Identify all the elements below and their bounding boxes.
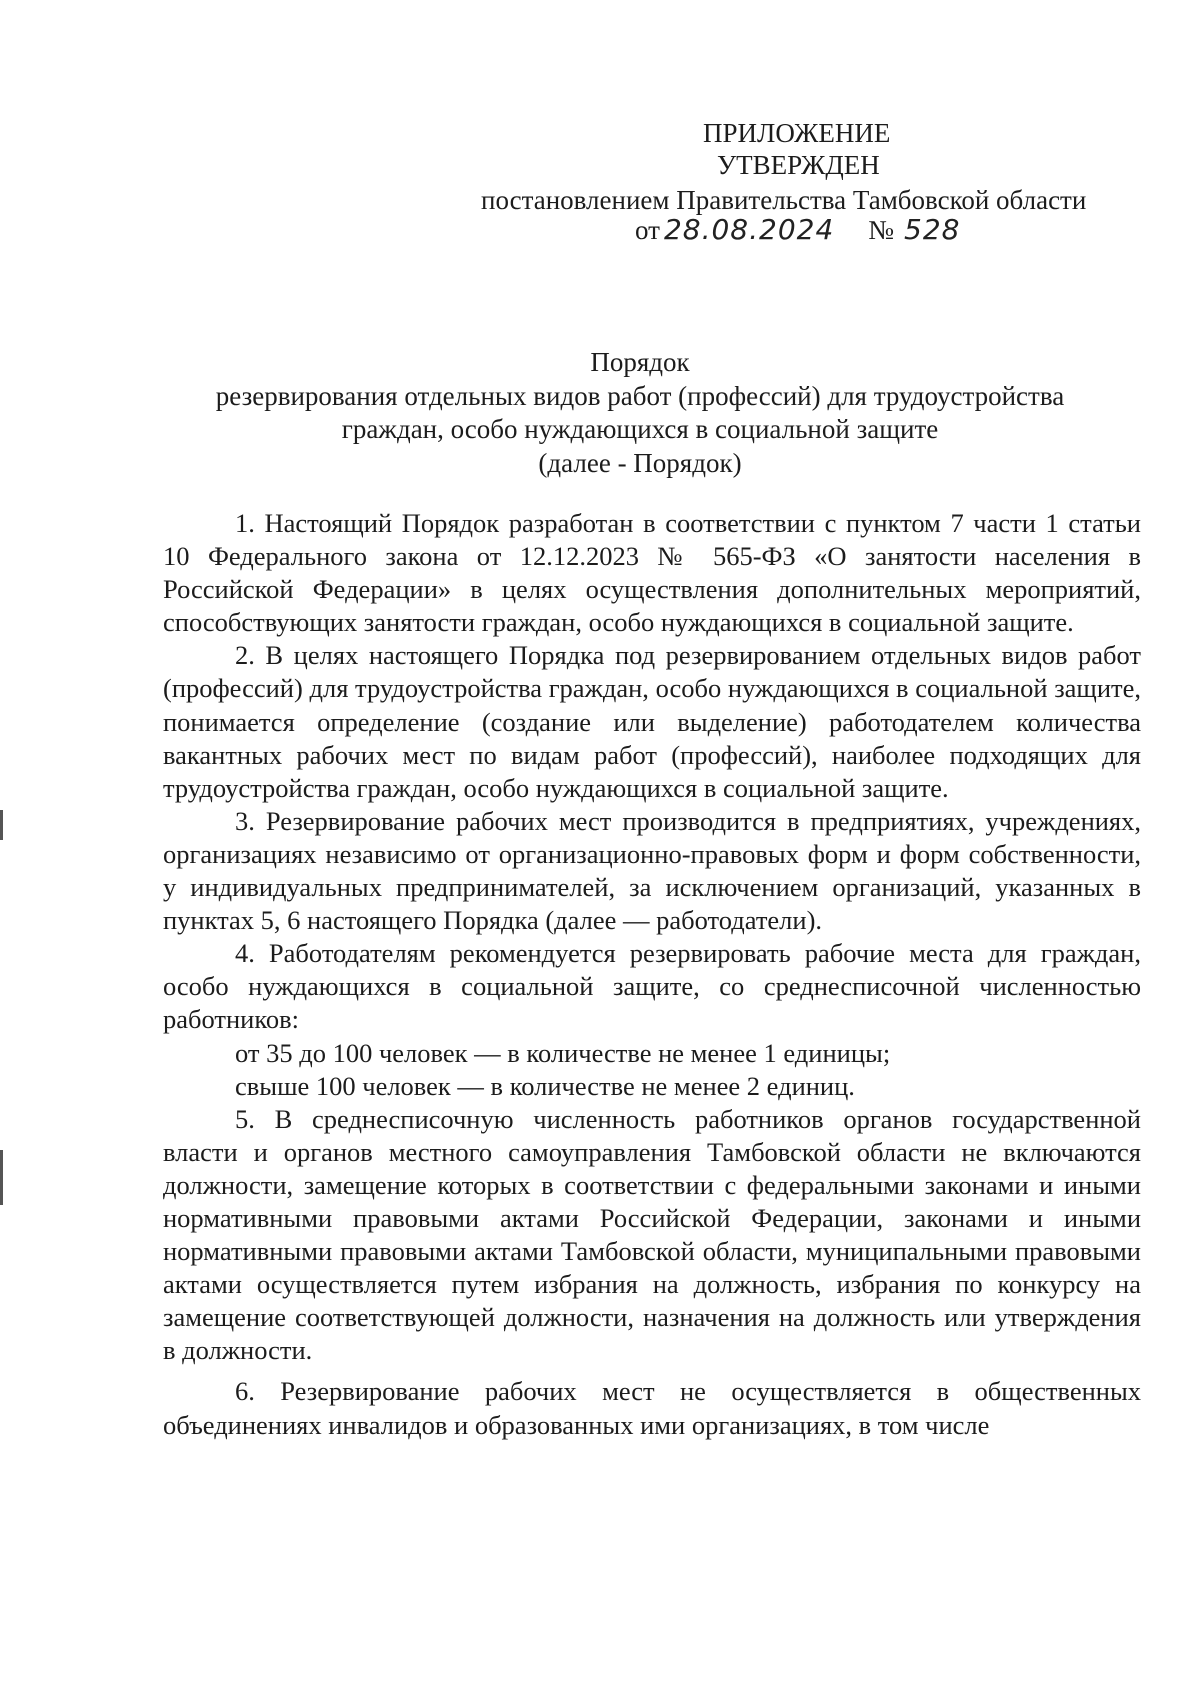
approved-label: УТВЕРЖДЕН bbox=[717, 150, 880, 180]
handwritten-date: 28.08.2024 bbox=[663, 213, 835, 246]
scan-edge-mark bbox=[0, 810, 3, 840]
paragraph-1: 1. Настоящий Порядок разработан в соответствии с пунктом 7 части 1 статьи 10 Федерального закона от 12.12.2023 № 565-ФЗ «О занятости населения в Российской Федерации» в целях осуществления дополнительных мероприятий, способствующих занятости граждан, особо нуждающихся в социальной защите. bbox=[163, 508, 1141, 638]
handwritten-number: 528 bbox=[904, 213, 961, 246]
paragraph-4: 4. Работодателям рекомендуется резервировать рабочие места для граждан, особо нуждающихся в социальной защите, со среднесписочной численностью работников: bbox=[163, 938, 1141, 1035]
appendix-label: ПРИЛОЖЕНИЕ bbox=[703, 118, 891, 148]
document-title bbox=[160, 346, 1120, 480]
paragraph-3: 3. Резервирование рабочих мест производится в предприятиях, учреждениях, организациях независимо от организационно-правовых форм и форм собственности, у индивидуальных предпринимателей, за исключением организаций, указанных в пунктах 5, 6 настоящего Порядка (далее — работодатели). bbox=[163, 805, 1141, 936]
paragraph-2: 2. В целях настоящего Порядка под резервированием отдельных видов работ (профессий) для трудоустройства граждан, особо нуждающихся в социальной защите, понимается определение (создание или выделение) работодателем количества вакантных рабочих мест по видам работ (профессий), наиболее подходящих для трудоустройства граждан, особо нуждающихся в социальной защите. bbox=[163, 640, 1141, 803]
title-line: (далее - Порядок) bbox=[538, 447, 742, 478]
title-line: граждан, особо нуждающихся в социальной защите bbox=[341, 414, 939, 444]
resolution-line: постановлением Правительства Тамбовской области bbox=[481, 185, 1087, 215]
paragraph-4-item-1: от 35 до 100 человек — в количестве не менее 1 единицы; bbox=[235, 1037, 891, 1068]
paragraph-6: 6. Резервирование рабочих мест не осуществляется в общественных объединениях инвалидов и образованных ими организациях, в том числе bbox=[163, 1376, 1141, 1440]
title-line: Порядок bbox=[590, 347, 690, 377]
date-prefix: от bbox=[635, 215, 660, 245]
number-prefix: № bbox=[868, 215, 895, 245]
scan-edge-mark bbox=[0, 1150, 3, 1205]
date-number-line bbox=[635, 214, 961, 246]
paragraph-5: 5. В среднесписочную численность работников органов государственной власти и органов местного самоуправления Тамбовской области не включаются должности, замещение которых в соответствии с федеральными законами и иными нормативными правовыми актами Российской Федерации, законами и иными нормативными правовыми актами Тамбовской области, муниципальными правовыми актами осуществляется путем избрания на должность, избрания по конкурсу на замещение соответствующей должности, назначения на должность или утверждения в должности. bbox=[163, 1103, 1141, 1366]
document-body bbox=[163, 507, 1141, 1442]
paragraph-4-item-2: свыше 100 человек — в количестве не менее 2 единиц. bbox=[235, 1070, 855, 1101]
title-line: резервирования отдельных видов работ (профессий) для трудоустройства bbox=[215, 380, 1065, 411]
